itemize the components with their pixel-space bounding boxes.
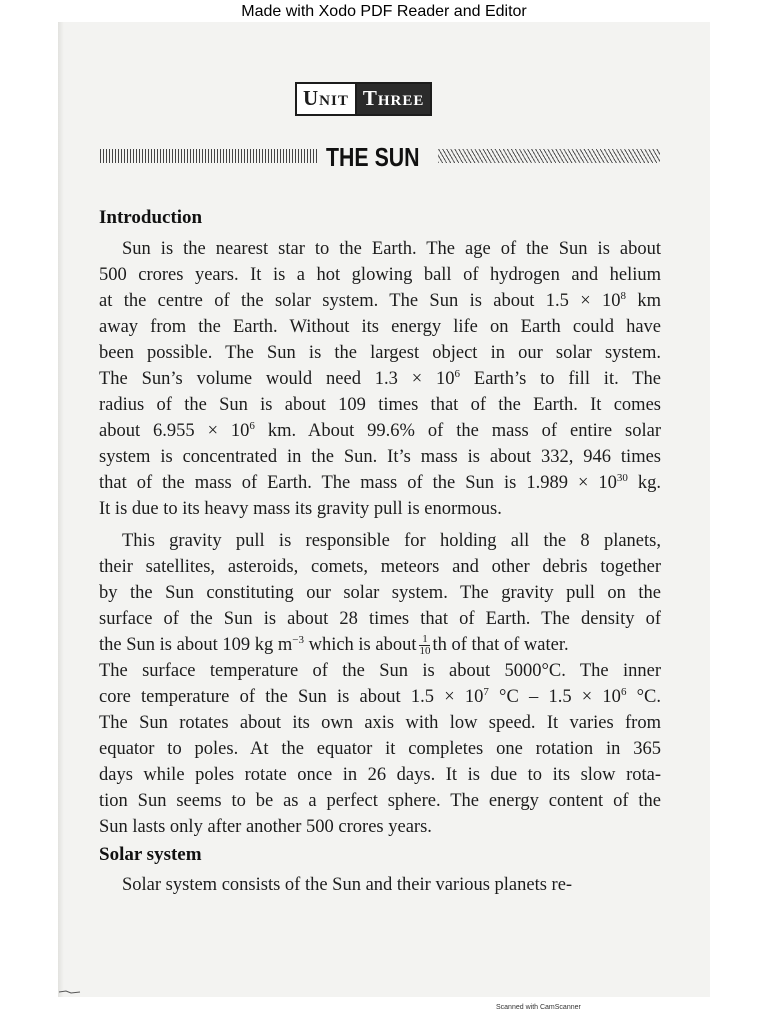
superscript: 7 xyxy=(483,685,489,698)
paragraph-line: the Sun is about 109 kg $m^{-3}$ which is about $\frac{1}{10}$ th of that of water. xyxy=(99,633,569,658)
paragraph-line: away from the Earth. Without its energy life on Earth could have xyxy=(99,317,661,337)
chapter-title: THE SUN xyxy=(326,142,420,172)
paragraph-line: radius of the Sun is about 109 times that of the Earth. It comes xyxy=(99,395,661,415)
paragraph-line: that of the mass of Earth. The mass of the Sun is $1.989 \times 10^{30}$ kg. xyxy=(99,471,661,493)
paragraph-line: This gravity pull is responsible for holding all the 8 planets, xyxy=(122,531,661,551)
paragraph-line: surface of the Sun is about 28 times that of Earth. The density of xyxy=(99,609,661,629)
title-rule-right xyxy=(438,149,660,163)
superscript: −3 xyxy=(292,633,304,646)
section-heading-introduction: Introduction xyxy=(99,207,203,228)
superscript: 6 xyxy=(620,685,627,698)
paragraph-line: It is due to its heavy mass its gravity pull is enormous. xyxy=(99,499,502,519)
paragraph-line: Solar system consists of the Sun and their various planets re- xyxy=(122,875,573,895)
paragraph-line: days while poles rotate once in 26 days. It is due to its slow rota- xyxy=(99,765,661,785)
superscript: 6 xyxy=(249,419,255,432)
paragraph-line: The Sun rotates about its own axis with low speed. It varies from xyxy=(99,713,661,733)
page-edge-shadow xyxy=(58,22,64,997)
paragraph-line: tion Sun seems to be as a perfect sphere. The energy content of the xyxy=(99,791,661,811)
paragraph-line: their satellites, asteroids, comets, meteors and other debris together xyxy=(99,557,661,577)
unit-word: Unit xyxy=(303,86,349,110)
paragraph-line: Sun is the nearest star to the Earth. The age of the Sun is about xyxy=(122,239,661,259)
xodo-banner: Made with Xodo PDF Reader and Editor xyxy=(241,3,527,20)
unit-number: Three xyxy=(355,84,431,114)
fraction-one-tenth: $\frac{1}{10}$ xyxy=(419,633,431,658)
paragraph-line: about $6.955 \times 10^6$ km. About 99.6% of the mass of entire solar xyxy=(99,419,661,441)
section-heading-solar-system: Solar system xyxy=(99,844,202,865)
superscript: 8 xyxy=(620,289,626,302)
paragraph-line: at the centre of the solar system. The Sun is about $1.5 \times 10^8$ km xyxy=(99,289,661,311)
paragraph-line: Sun lasts only after another 500 crores years. xyxy=(99,817,432,837)
camscanner-watermark: Scanned with CamScanner xyxy=(496,1004,581,1011)
paragraph-line: by the Sun constituting our solar system. The gravity pull on the xyxy=(99,583,661,603)
paragraph-line: equator to poles. At the equator it completes one rotation in 365 xyxy=(99,739,661,759)
scan-artifact-mark xyxy=(58,988,82,996)
paragraph-line: system is concentrated in the Sun. It’s mass is about 332, 946 times xyxy=(99,447,661,467)
paragraph-line: been possible. The Sun is the largest object in our solar system. xyxy=(99,343,661,363)
unit-label-box xyxy=(295,82,432,116)
paragraph-line: The Sun’s volume would need $1.3 \times 10^6$ Earth’s to fill it. The xyxy=(99,367,661,389)
paragraph-line: core temperature of the Sun is about $1.5 \times 10^7$ $^\circ C - 1.5 \times 10^6$ °C. xyxy=(99,685,661,707)
paragraph-line: 500 crores years. It is a hot glowing ball of hydrogen and helium xyxy=(99,265,661,285)
superscript: 30 xyxy=(616,471,628,484)
paragraph-line: The surface temperature of the Sun is about 5000°C. The inner xyxy=(99,661,661,681)
superscript: 6 xyxy=(454,367,461,380)
title-rule-left xyxy=(100,149,318,163)
